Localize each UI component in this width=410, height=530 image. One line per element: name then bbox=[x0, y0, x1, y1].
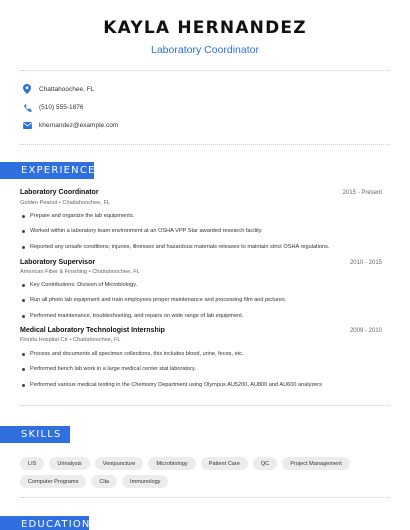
phone-text: (510) 555-1876 bbox=[39, 103, 84, 111]
divider bbox=[20, 497, 390, 498]
location-text: Chattahoochee, FL bbox=[39, 85, 95, 93]
candidate-role: Laboratory Coordinator bbox=[151, 44, 259, 56]
candidate-name: KAYLA HERNANDEZ bbox=[103, 18, 307, 38]
job-company: American Fiber & Finishing bbox=[20, 269, 88, 275]
education-section-header: EDUCATION bbox=[0, 516, 89, 530]
list-item bbox=[20, 351, 244, 357]
job-company: Florida Hospital Ctr bbox=[20, 337, 68, 343]
contact-email bbox=[22, 120, 118, 130]
job-location: Chattahoochee, FL bbox=[92, 269, 140, 275]
skill-chip: Microbiology bbox=[148, 457, 195, 470]
skills-section-header: SKILLS bbox=[0, 426, 70, 443]
skill-chip: Immunology bbox=[122, 475, 168, 488]
list-item bbox=[20, 213, 134, 219]
job-title: Laboratory Supervisor bbox=[20, 259, 96, 266]
job-company: Golden Peanut bbox=[20, 200, 58, 206]
experience-section-header: EXPERIENCE bbox=[0, 162, 94, 179]
skill-chip: LIS bbox=[20, 457, 44, 470]
job-dates: 2009 - 2010 bbox=[349, 328, 382, 334]
skill-chip: Computer Programs bbox=[20, 475, 86, 488]
bullet-icon bbox=[22, 384, 25, 387]
skill-chip: QC bbox=[253, 457, 277, 470]
bullet-icon bbox=[22, 353, 25, 356]
bullet-icon bbox=[22, 299, 25, 302]
job-employer-line bbox=[20, 337, 121, 343]
bullet-icon bbox=[22, 284, 25, 287]
contact-location bbox=[22, 84, 94, 94]
contact-phone bbox=[22, 102, 83, 112]
job-title: Laboratory Coordinator bbox=[20, 189, 99, 196]
bullet-icon bbox=[22, 368, 25, 371]
bullet-text: Performed bench lab work in a large medical center stat laboratory. bbox=[30, 366, 196, 372]
divider bbox=[20, 70, 390, 71]
phone-icon bbox=[22, 102, 32, 112]
bullet-icon bbox=[22, 230, 25, 233]
job-dates: 2015 - Present bbox=[342, 190, 382, 196]
skill-chip: Patient Care bbox=[201, 457, 248, 470]
skill-chip: Venipuncture bbox=[95, 457, 144, 470]
bullet-icon bbox=[22, 215, 25, 218]
list-item bbox=[20, 244, 329, 250]
bullet-text: Process and documents all specimen collections, this includes blood, urine, feces, etc. bbox=[30, 351, 244, 357]
list-item bbox=[20, 228, 263, 234]
bullet-text: Performed various medical testing in the Chemistry Department using Olympus AU5200, AU800 and AU600 analyzers bbox=[30, 382, 322, 388]
skill-chip: Project Management bbox=[282, 457, 350, 470]
bullet-text: Run all photo lab equipment and train employees proper maintenance and processing film and pictures. bbox=[30, 297, 287, 303]
map-pin-icon bbox=[22, 84, 32, 94]
skill-chip: Urinalysis bbox=[49, 457, 89, 470]
email-text: khernandez@example.com bbox=[39, 121, 119, 129]
bullet-icon bbox=[22, 246, 25, 249]
separator: • bbox=[88, 269, 91, 275]
bullet-text: Prepare and organize the lab equipments. bbox=[30, 213, 135, 219]
job-title: Medical Laboratory Technologist Internship bbox=[20, 327, 165, 334]
divider bbox=[20, 144, 390, 145]
skills-list bbox=[20, 457, 395, 488]
resume-header bbox=[0, 18, 410, 56]
job-dates: 2010 - 2015 bbox=[349, 260, 382, 266]
skill-chip: Clia bbox=[91, 475, 117, 488]
list-item bbox=[20, 282, 137, 288]
separator: • bbox=[58, 200, 61, 206]
job-location: Chattahoochee, FL bbox=[72, 337, 121, 343]
bullet-text: Worked within a laboratory team environment at an OSHA VPP Star awarded research facility. bbox=[30, 228, 263, 234]
bullet-text: Performed maintenance, troubleshooting, and repairs on wide range of lab equipment. bbox=[30, 313, 244, 319]
bullet-text: Reported any unsafe conditions; injuries, illnesses and hazardous materials releases to maintain strict OSHA regulations. bbox=[30, 244, 330, 250]
bullet-icon bbox=[22, 315, 25, 318]
list-item bbox=[20, 313, 243, 319]
bullet-text: Key Contributions: Division of Microbiology. bbox=[30, 282, 138, 288]
list-item bbox=[20, 297, 286, 303]
separator: • bbox=[69, 337, 72, 343]
list-item bbox=[20, 382, 322, 388]
job-location: Chattahoochee, FL bbox=[62, 200, 111, 206]
job-employer-line bbox=[20, 269, 140, 275]
envelope-icon bbox=[22, 120, 32, 130]
list-item bbox=[20, 366, 196, 372]
job-employer-line bbox=[20, 200, 110, 206]
divider bbox=[20, 405, 390, 406]
